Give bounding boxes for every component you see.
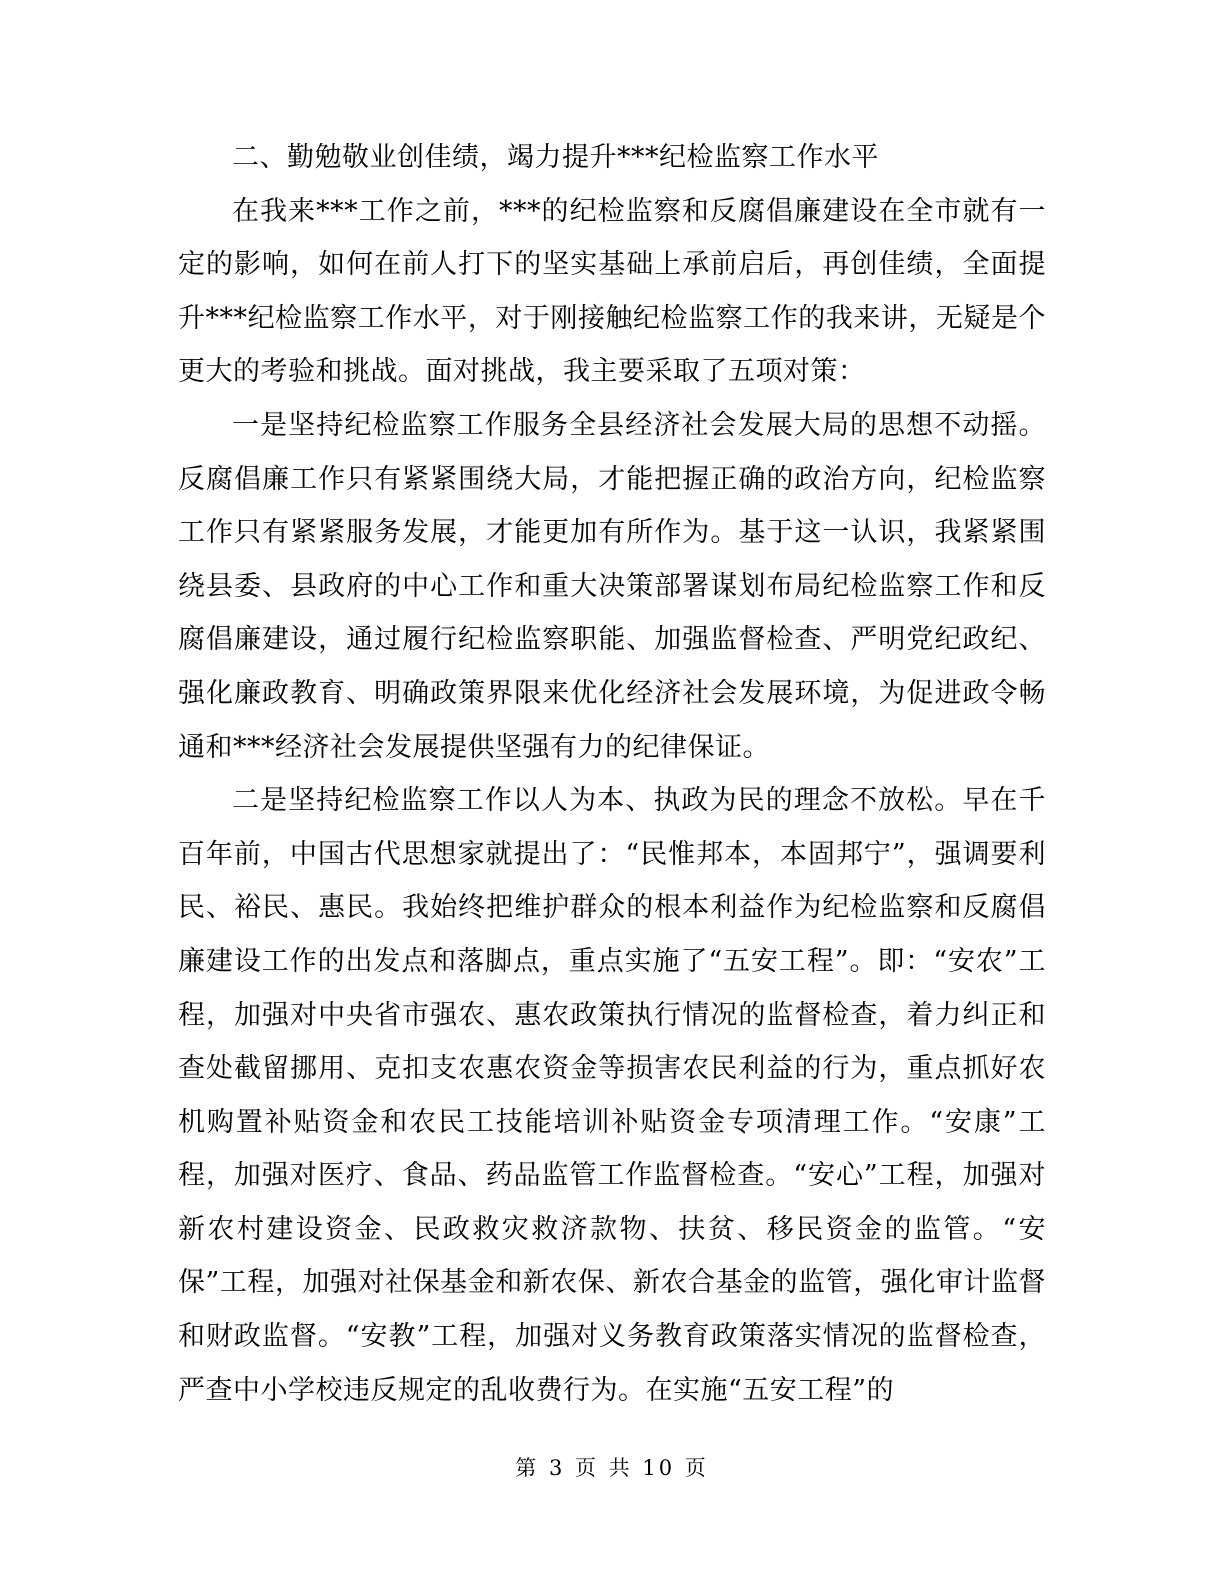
paragraph-policy-two: 二是坚持纪检监察工作以人为本、执政为民的理念不放松。早在千百年前，中国古代思想家就提出了：“民惟邦本，本固邦宁”，强调要利民、裕民、惠民。我始终把维护群众的根本利益作为纪检监察和反腐倡廉建设工作的出发点和落脚点，重点实施了“五安工程”。即：“安农”工程，加强对中央省市强农、惠农政策执行情况的监督检查，着力纠正和查处截留挪用、克扣支农惠农资金等损害农民利益的行为，重点抓好农机购置补贴资金和农民工技能培训补贴资金专项清理工作。“安康”工程，加强对医疗、食品、药品监管工作监督检查。“安心”工程，加强对新农村建设资金、民政救灾救济款物、扶贫、移民资金的监管。“安保”工程，加强对社保基金和新农保、新农合基金的监管，强化审计监督和财政监督。“安教”工程，加强对义务教育政策落实情况的监督检查，严查中小学校违反规定的乱收费行为。在实施“五安工程”的	[178, 785, 1046, 1406]
section-heading: 二、勤勉敬业创佳绩，竭力提升***纪检监察工作水平	[232, 142, 879, 173]
page-number-footer: 第 3 页 共 10 页	[515, 1456, 709, 1480]
paragraph-policy-one: 一是坚持纪检监察工作服务全县经济社会发展大局的思想不动摇。反腐倡廉工作只有紧紧围绕大局，才能把握正确的政治方向，纪检监察工作只有紧紧服务发展，才能更加有所作为。基于这一认识，我紧紧围绕县委、县政府的中心工作和重大决策部署谋划布局纪检监察工作和反腐倡廉建设，通过履行纪检监察职能、加强监督检查、严明党纪政纪、强化廉政教育、明确政策界限来优化经济社会发展环境，为促进政令畅通和***经济社会发展提供坚强有力的纪律保证。	[178, 409, 1046, 763]
paragraph-intro: 在我来***工作之前，***的纪检监察和反腐倡廉建设在全市就有一定的影响，如何在前人打下的坚实基础上承前启后，再创佳绩，全面提升***纪检监察工作水平，对于刚接触纪检监察工作的我来讲，无疑是个更大的考验和挑战。面对挑战，我主要采取了五项对策：	[178, 195, 1046, 388]
document-body	[178, 131, 1046, 1417]
